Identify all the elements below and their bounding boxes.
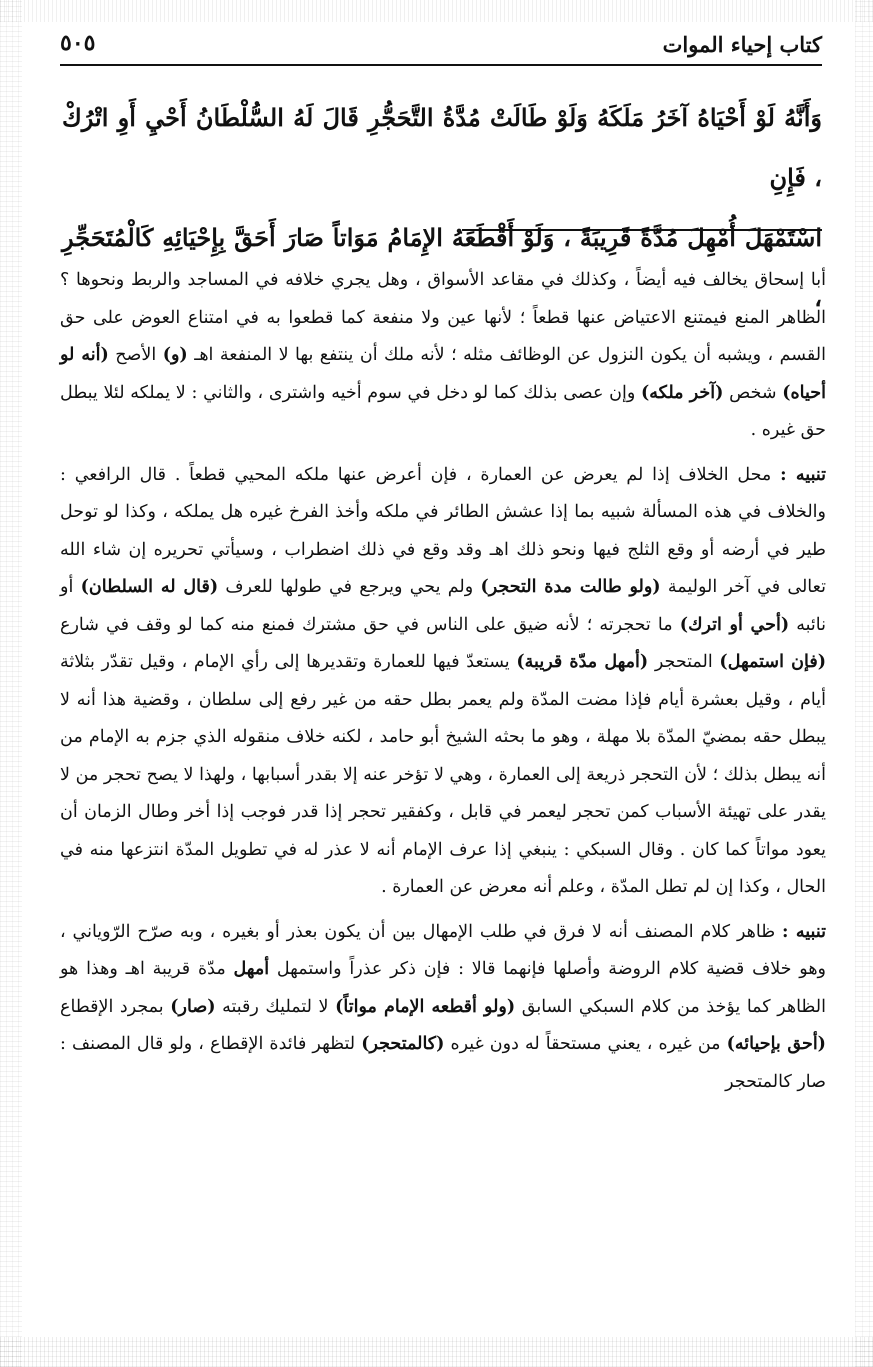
commentary — [60, 262, 826, 1101]
chapter-title: كتاب إحياء الموات — [662, 32, 822, 57]
scan-edge-bottom — [0, 1337, 873, 1367]
main-text-line: وَأَنَّهُ لَوْ أَحْيَاهُ آخَرُ مَلَكَهُ وَلَوْ طَالَتْ مُدَّةُ التَّحَجُّرِ قَالَ لَهُ السُّلْطَانُ أَحْيِ أَوِ اتْرُكْ ، فَإِنِ — [62, 103, 822, 192]
scan-edge-top — [0, 0, 873, 22]
page-header — [60, 26, 822, 60]
note-label: تنبيه : — [782, 921, 826, 942]
separator-rule — [462, 229, 822, 231]
commentary-paragraph: تنبيه : ظاهر كلام المصنف أنه لا فرق في طلب الإمهال بين أن يكون بعذر أو بغيره ، وبه صرّح الرّوياني ، وهو خلاف قضية كلام الروضة وأصلها فإنهما قالا : فإن ذكر عذراً واستمهل أمهل مدّة قريبة اهـ وهذا هو الظاهر كما يؤخذ من كلام السبكي السابق (ولو أقطعه الإمام مواتاً) لا لتمليك رقبته (صار) بمجرد الإقطاع (أحق بإحيائه) من غيره ، يعني مستحقاً له دون غيره (كالمتحجر) لتظهر فائدة الإقطاع ، ولو قال المصنف : صار كالمتحجر — [60, 921, 826, 1092]
commentary-paragraph: تنبيه : محل الخلاف إذا لم يعرض عن العمارة ، فإن أعرض عنها ملكه المحيي قطعاً . قال الرافعي : والخلاف في هذه المسألة شبيه بما إذا عشش الطائر في ملكه وأخذ الفرخ غيره هل يملكه ، وكذا لو توحل طير في أرضه أو وقع الثلج فيها ونحو ذلك اهـ وقد وقع في ذلك اضطراب ، وسيأتي تحريره إن شاء الله تعالى في آخر الوليمة (ولو طالت مدة التحجر) ولم يحي ويرجع في طولها للعرف (قال له السلطان) أو نائبه (أحي أو اترك) ما تحجرته ؛ لأنه ضيق على الناس في حق مشترك فمنع منه كما لو وقف في شارع (فإن استمهل) المتحجر (أمهل مدّة قريبة) يستعدّ فيها للعمارة وتقديرها إلى رأي الإمام ، وقيل تقدّر بثلاثة أيام ، وقيل بعشرة أيام فإذا مضت المدّة ولم يعمر بطل حقه من غير رفع إلى سلطان ، وقضية هذا أنه لا يبطل حقه بمضيّ المدّة بلا مهلة ، وهو ما بحثه الشيخ أبو حامد ، لكنه خلاف منقوله الذي جزم به الإمام من أنه يبطل بذلك ؛ لأن التحجر ذريعة إلى العمارة ، وهي لا تؤخر عنه إلا بقدر أسبابها ، ولهذا لا يصح تحجر من لا يقدر على تهيئة الأسباب كمن تحجر ليعمر في قابل ، وكفقير تحجر إذا قدر فوجب إذا أخر وطال الزمان أن يعود مواتاً كما كان . وقال السبكي : ينبغي إذا عرف الإمام أنه لا عذر له في تطويل المدّة انتزعها منه في الحال ، وكذا إن لم تطل المدّة ، وعلم أنه معرض عن العمارة . — [60, 464, 826, 897]
commentary-paragraph: أبا إسحاق يخالف فيه أيضاً ، وكذلك في مقاعد الأسواق ، وهل يجري خلافه في المساجد والربط ونحوها ؟ الظاهر المنع فيمتنع الاعتياض عنها قطعاً ؛ لأنها عين ولا منفعة كما قطعوا به في امتناع العوض على حق القسم ، ويشبه أن يكون النزول عن الوظائف مثله ؛ لأنه ملك أن ينتفع بها لا المنفعة اهـ (و) الأصح (أنه لو أحياه) شخص (آخر ملكه) وإن عصى بذلك كما لو دخل في سوم أخيه واشترى ، والثاني : لا يملكه لئلا يبطل حق غيره . — [60, 270, 826, 440]
page-number: ٥٠٥ — [60, 30, 96, 56]
note-label: تنبيه : — [780, 464, 826, 485]
scan-edge-right — [855, 0, 873, 1367]
main-text-line: اسْتَمْهَلَ أُمْهِلَ مُدَّةً قَرِيبَةً ، وَلَوْ أَقْطَعَهُ الإِمَامُ مَوَاتاً صَارَ أَحَقَّ بِإِحْيَائِهِ كَالْمُتَحَجِّرِ ، — [62, 223, 822, 312]
header-rule — [60, 64, 822, 66]
scan-edge-left — [0, 0, 22, 1367]
